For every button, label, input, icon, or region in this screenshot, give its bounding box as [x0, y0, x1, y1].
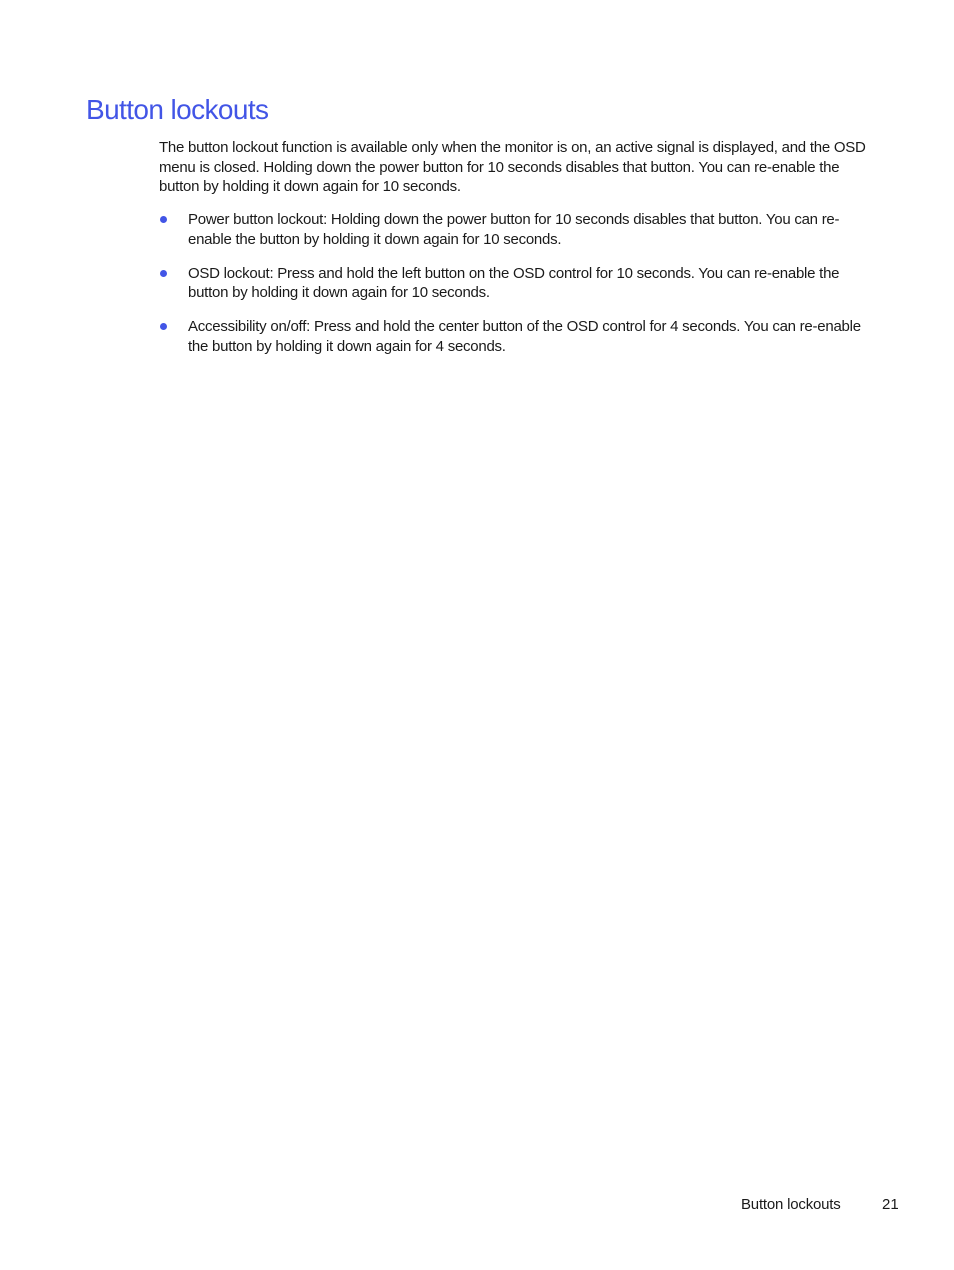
bullet-icon	[160, 216, 167, 223]
list-item-accessibility-toggle	[159, 317, 871, 356]
bullet-icon	[160, 323, 167, 330]
page-title: Button lockouts	[86, 94, 269, 125]
footer-page-number: 21	[882, 1196, 899, 1213]
intro-paragraph: The button lockout function is available only when the monitor is on, an active signal is displayed, and the OSD menu is closed. Holding down the power button for 10 seconds disables that button. You can re-enable the button by holding it down again for 10 seconds.	[159, 139, 866, 195]
bullet-icon	[160, 270, 167, 277]
list-item-text: Power button lockout: Holding down the power button for 10 seconds disables that button. You can re-enable the button by holding it down again for 10 seconds.	[188, 211, 840, 248]
list-item-text: OSD lockout: Press and hold the left button on the OSD control for 10 seconds. You can re-enable the button by holding it down again for 10 seconds.	[188, 264, 840, 301]
footer-section-title: Button lockouts	[741, 1196, 841, 1213]
list-item-osd-lockout	[159, 264, 871, 303]
lockout-list	[159, 210, 871, 371]
list-item-text: Accessibility on/off: Press and hold the center button of the OSD control for 4 seconds. You can re-enable the button by holding it down again for 4 seconds.	[188, 318, 861, 355]
list-item-power-button-lockout	[159, 210, 871, 249]
